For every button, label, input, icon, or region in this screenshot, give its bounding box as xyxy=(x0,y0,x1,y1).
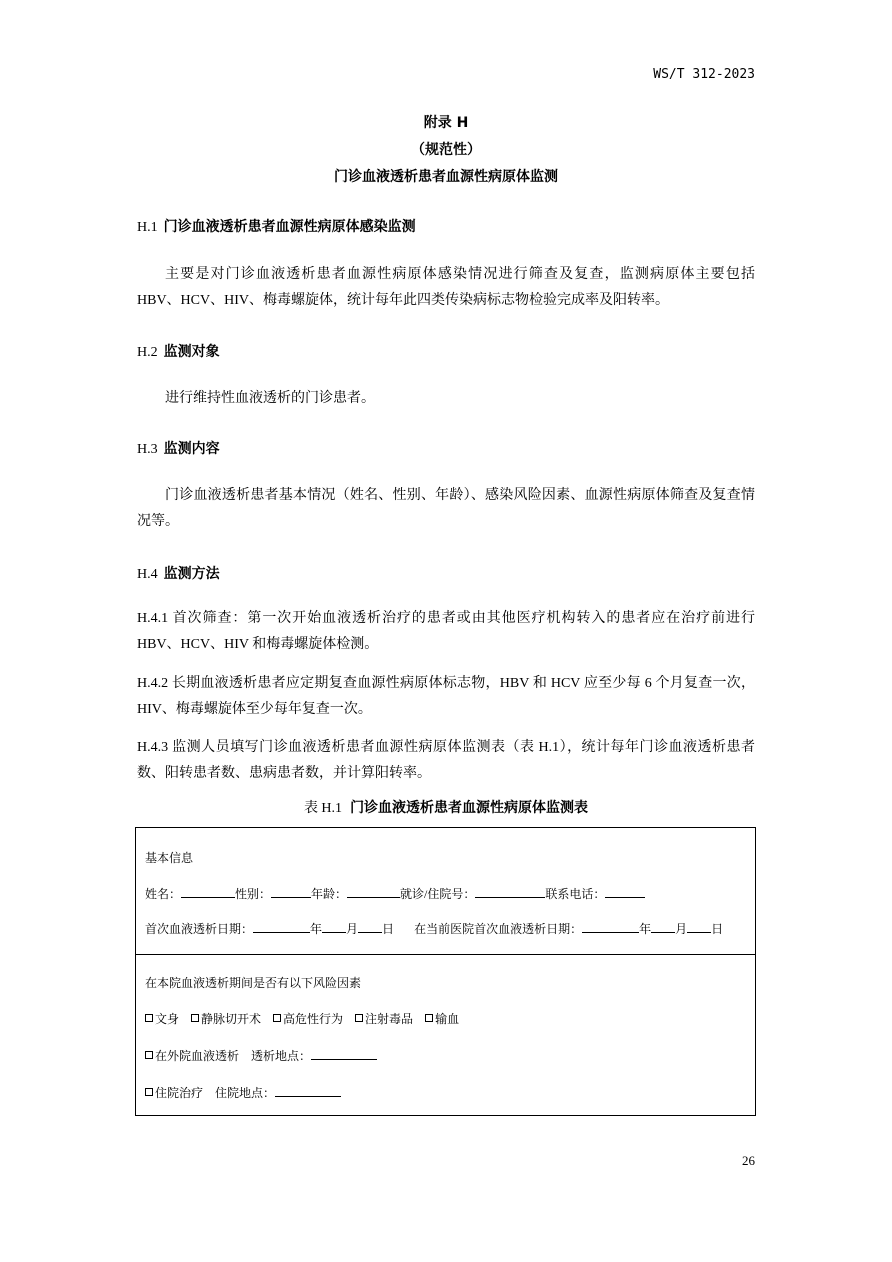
section-h3-body: 门诊血液透析患者基本情况（姓名、性别、年龄）、感染风险因素、血源性病原体筛查及复查情况等。 xyxy=(137,488,755,529)
first-dialysis-month-field[interactable] xyxy=(322,919,346,933)
checkbox-icon xyxy=(145,1088,153,1096)
basic-info-row-1 xyxy=(145,884,645,902)
hospital-first-dialysis-day-field[interactable] xyxy=(687,919,711,933)
section-number: H.4 xyxy=(137,567,158,582)
section-h4-item-3: H.4.3 监测人员填写门诊血液透析患者血源性病原体监测表（表 H.1），统计每年门诊血液透析患者数、阳转患者数、患病患者数，并计算阳转率。 xyxy=(137,740,755,781)
risk-option-drug-injection[interactable] xyxy=(355,1012,413,1026)
first-dialysis-date-label: 首次血液透析日期： xyxy=(145,922,254,936)
visit-number-field[interactable] xyxy=(475,884,545,898)
hospital-location-label: 住院地点： xyxy=(215,1086,276,1100)
first-dialysis-year-field[interactable] xyxy=(253,919,310,933)
year-label: 年 xyxy=(639,922,652,936)
visit-number-label: 就诊/住院号： xyxy=(400,887,476,901)
external-dialysis-option[interactable] xyxy=(145,1049,239,1063)
hospitalization-label: 住院治疗 xyxy=(155,1086,204,1100)
external-dialysis-label: 在外院血液透析 xyxy=(155,1049,240,1063)
risk-option-transfusion[interactable] xyxy=(425,1012,459,1026)
section-number: H.1 xyxy=(137,220,158,235)
table-caption-number: 表 H.1 xyxy=(303,801,343,816)
section-h1-heading xyxy=(137,216,416,236)
external-location-field[interactable] xyxy=(311,1046,377,1060)
section-number: H.2 xyxy=(137,345,158,360)
phone-field[interactable] xyxy=(605,884,645,898)
risk-factors-options xyxy=(145,1010,471,1027)
age-field[interactable] xyxy=(347,884,400,898)
checkbox-icon xyxy=(145,1014,153,1022)
table-caption xyxy=(0,797,892,817)
hospital-location-field[interactable] xyxy=(275,1083,341,1097)
risk-option-label: 文身 xyxy=(155,1012,180,1026)
section-h4-item-1: H.4.1 首次筛查：第一次开始血液透析治疗的患者或由其他医疗机构转入的患者应在治疗前进行 HBV、HCV、HIV 和梅毒螺旋体检测。 xyxy=(137,611,755,652)
section-h2-heading xyxy=(137,341,220,361)
section-title: 监测内容 xyxy=(163,441,220,457)
day-label: 日 xyxy=(382,922,395,936)
monitoring-form-table xyxy=(135,827,756,1116)
basic-info-heading: 基本信息 xyxy=(145,851,194,865)
risk-option-tattoo[interactable] xyxy=(145,1012,179,1026)
checkbox-icon xyxy=(145,1051,153,1059)
risk-option-high-risk-sex[interactable] xyxy=(273,1012,343,1026)
gender-field[interactable] xyxy=(271,884,311,898)
hospitalization-row xyxy=(145,1083,341,1101)
hospital-first-dialysis-month-field[interactable] xyxy=(651,919,675,933)
gender-label: 性别： xyxy=(235,887,272,901)
month-label: 月 xyxy=(675,922,688,936)
section-title: 监测对象 xyxy=(163,344,220,360)
checkbox-icon xyxy=(273,1014,281,1022)
external-location-label: 透析地点： xyxy=(251,1049,312,1063)
first-dialysis-day-field[interactable] xyxy=(358,919,382,933)
hospital-first-dialysis-year-field[interactable] xyxy=(582,919,639,933)
section-h4-heading xyxy=(137,563,220,583)
risk-option-label: 高危性行为 xyxy=(283,1012,344,1026)
month-label: 月 xyxy=(346,922,359,936)
page-number: 26 xyxy=(742,1153,755,1168)
risk-option-label: 输血 xyxy=(435,1012,460,1026)
name-field[interactable] xyxy=(181,884,235,898)
table-divider xyxy=(136,954,755,955)
hospital-first-dialysis-date-label: 在当前医院首次血液透析日期： xyxy=(414,922,583,936)
hospitalization-option[interactable] xyxy=(145,1086,203,1100)
table-caption-title: 门诊血液透析患者血源性病原体监测表 xyxy=(350,800,589,816)
risk-factors-heading: 在本院血液透析期间是否有以下风险因素 xyxy=(145,976,362,990)
external-dialysis-row xyxy=(145,1046,377,1064)
risk-option-label: 静脉切开术 xyxy=(201,1012,262,1026)
checkbox-icon xyxy=(425,1014,433,1022)
checkbox-icon xyxy=(355,1014,363,1022)
section-h1-body: 主要是对门诊血液透析患者血源性病原体感染情况进行筛查及复查，监测病原体主要包括 HBV、HCV、HIV、梅毒螺旋体，统计每年此四类传染病标志物检验完成率及阳转率。 xyxy=(137,267,755,308)
year-label: 年 xyxy=(310,922,323,936)
phone-label: 联系电话： xyxy=(545,887,606,901)
appendix-label: 附录 H xyxy=(423,115,469,131)
day-label: 日 xyxy=(711,922,724,936)
section-h3-heading xyxy=(137,438,220,458)
appendix-nature: （规范性） xyxy=(411,142,481,158)
checkbox-icon xyxy=(191,1014,199,1022)
section-number: H.3 xyxy=(137,442,158,457)
section-h4-item-2: H.4.2 长期血液透析患者应定期复查血源性病原体标志物，HBV 和 HCV 应至少每 6 个月复查一次，HIV、梅毒螺旋体至少每年复查一次。 xyxy=(137,676,755,717)
appendix-title: 门诊血液透析患者血源性病原体监测 xyxy=(334,169,558,185)
risk-option-label: 注射毒品 xyxy=(365,1012,414,1026)
risk-option-venous-cutdown[interactable] xyxy=(191,1012,261,1026)
section-title: 门诊血液透析患者血源性病原体感染监测 xyxy=(163,219,416,235)
section-h2-body: 进行维持性血液透析的门诊患者。 xyxy=(165,391,375,406)
name-label: 姓名： xyxy=(145,887,182,901)
section-title: 监测方法 xyxy=(163,566,220,582)
standard-code: WS/T 312-2023 xyxy=(653,67,755,82)
basic-info-row-2 xyxy=(145,919,723,937)
age-label: 年龄： xyxy=(311,887,348,901)
